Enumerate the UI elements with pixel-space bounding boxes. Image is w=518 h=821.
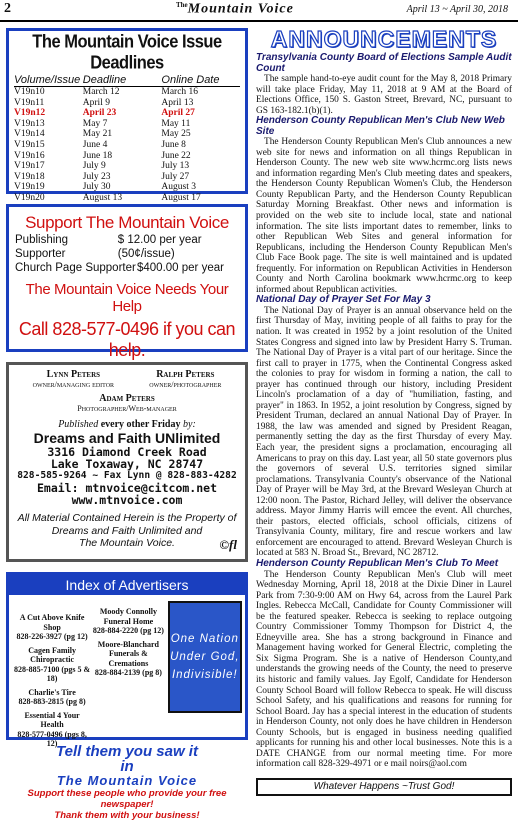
page-number: 2 xyxy=(4,1,11,16)
support-box xyxy=(6,204,248,360)
tell-line: Tell them you saw it xyxy=(56,743,198,760)
staff-role: Photographer/Web-manager xyxy=(77,404,177,413)
announcements-column xyxy=(256,26,512,770)
published-line: Published every other Friday by: xyxy=(58,419,196,430)
announcement-heading: Henderson County Republican Men's Club New Web Site xyxy=(256,115,505,137)
deadline-row: V19n15 June 4 June 8 xyxy=(14,139,186,150)
deadlines-box xyxy=(6,28,248,203)
footer-slogan: Whatever Happens ~Trust God! xyxy=(256,778,512,796)
motto-box: One Nation Under God, Indivisible! xyxy=(168,601,242,713)
support-call: Call 828-577-0496 if you can help. xyxy=(18,319,236,360)
announcement-heading: National Day of Prayer Set For May 3 xyxy=(256,294,431,306)
deadlines-header: Volume/Issue Deadline Online Date xyxy=(14,74,240,87)
advertisers-col2 xyxy=(92,607,164,753)
initials-mark: ©fl xyxy=(219,537,237,552)
staff-names xyxy=(15,369,239,389)
staff-name: Adam Peters xyxy=(99,393,155,404)
support-row: Publishing Supporter $ 12.00 per year (50¢/issue) xyxy=(15,234,202,260)
staff-third xyxy=(15,393,239,413)
announcements-list xyxy=(256,53,512,770)
advertisers-col1 xyxy=(12,613,92,753)
tell-line: Thank them with your business! xyxy=(54,810,200,821)
advertiser-entry[interactable]: Charlie's Tire 828-883-2815 (pg 8) xyxy=(18,687,86,706)
staff-role: owner/photographer xyxy=(149,380,222,389)
company-name: Dreams and Faith UNlimited xyxy=(33,430,221,446)
address-line: Lake Toxaway, NC 28747 xyxy=(50,457,204,471)
announcement-paragraph: The Henderson County Republican Men's Club announces a new web site for news and information on all things Republican in Henderson County. The new web site www.hcrmc.org lists news and information regarding Men's Club meeting dates and speakers, the Henderson County Republican Women's Club, the Henderson County Republican Party, and the Henderson County Republican Saturday Morning Breakfast. Other news and information is provided on the web site to include local, state and national information. The site lists important dates to remember, links to other Republican Web Sites and general information for Republicans, including the Henderson County Republican Men's Club Face Book page. The site is well maintained and is updated frequently. For information on Republican Activities in Henderson County and North Carolina bookmark www.hcrmc.org to keep informed about Republican activities. xyxy=(256,137,512,295)
advertiser-entry[interactable]: Cagen Family Chiropractic 828-885-7100 (pgs 5 & 18) xyxy=(13,645,91,683)
deadline-row: V19n10 March 12 March 16 xyxy=(14,87,199,97)
support-title: Support The Mountain Voice xyxy=(25,213,229,232)
page-header xyxy=(0,0,518,22)
staff-name: Ralph Peters xyxy=(156,369,215,380)
deadline-row: V19n13 May 7 May 11 xyxy=(14,118,191,129)
tell-line: in xyxy=(120,758,134,775)
announcement-article xyxy=(256,295,512,559)
address-line: 3316 Diamond Creek Road xyxy=(47,445,207,459)
support-needs: The Mountain Voice Needs Your Help xyxy=(25,281,229,315)
announcement-paragraph: The Henderson County Republican Men's Club will meet Wednesday Morning, April 18, 2018 at the Dixie Diner in Laurel Park from 7:30-9:00 AM on Hwy 64, across from the Laurel Park Ingles. Rebecca McCall, Candidate for County Commissioner will be the featured speaker. Rebecca is seeking to replace outgoing Country Commissioner Tommy Thompson for District 4, the Edneyville area. She has a strong background in Finance and Management having worked for General Electric, completing the Six Sigma Program. She is a native of Henderson County,and understands the growing needs of the County, the need to preserve its historic and family values. Jay Egolf, Candidate for Henderson County School Board will follow Rebecca to speak. He will discuss School Safety, and his qualifications and reasons for running for School Board. Jay has a special interest in the education of students in Henderson County, not only does he have children in Henderson County Schools, but is engaged in business needing qualified applicants for running his and other local businesses. Note this is a DATE CHANGE from our normal meeting time. For more information call 828-329-4971 or e mail noirs@aol.com xyxy=(256,569,512,770)
advertiser-entry[interactable]: Moody Connolly Funeral Home 828-884-2220 (pg 12) xyxy=(92,607,164,635)
deadline-row: V19n16 June 18 June 22 xyxy=(14,150,191,161)
deadline-row: V19n17 July 9 July 13 xyxy=(14,161,190,172)
announcement-article xyxy=(256,53,512,116)
staff-name: Lynn Peters xyxy=(46,369,101,380)
announcement-heading: Henderson County Republican Men's Club To Meet xyxy=(256,558,499,570)
announcements-title: ANNOUNCEMENTS xyxy=(270,26,498,52)
deadlines-rows xyxy=(14,87,240,204)
staff-role: owner/managing editor xyxy=(32,380,115,389)
tell-line: The Mountain Voice xyxy=(56,773,198,788)
announcement-heading: Transylvania County Board of Elections Sample Audit Count xyxy=(256,52,512,74)
advertisers-title: Index of Advertisers xyxy=(9,575,245,595)
announcement-paragraph: The National Day of Prayer is an annual observance held on the first Thursday of May, inviting people of all faiths to pray for the nation. It was created in 1952 by a joint resolution of the United States Congress and signed into law by President Harry S. Truman. The National Day of Prayer is a vital part of our heritage. Since the first call to prayer in 1775, when the Continental Congress asked the colonies to pray for wisdom in forming a nation, the call to prayer has continued through our history, including President Lincoln's proclamation of a day of "humiliation, fasting, and prayer" in 1863. In 1952, a joint resolution by Congress, signed by President Truman, declared an annual National Day of Prayer. In 1988, the law was amended and signed by President Reagan, permanently setting the day as the first Thursday of every May. Each year, the president signs a proclamation, encouraging all Americans to pray on this day. Last year, all 50 state governors plus the governors of several U.S. territories signed similar proclamations. Transylvania County's observance of the National Day of Prayer will be May 3rd, at the Brevard Wesleyan Church at 12:00 noon. The Pastor, Richard Jelley, will deliver the observance address. Mayor Jimmy Harris will emcee the event. All churches, their pastors, elected officials, school officials, citizens of Transylvania County, military, fire and rescue workers and law enforcement are encouraged to attend. Brevard Wesleyan Church is located at 583 N. Broad St., Brevard, NC 28712. xyxy=(256,305,512,559)
support-row: Church Page Supporter $400.00 per year xyxy=(15,262,224,274)
deadline-row: V19n12 April 23 April 27 xyxy=(14,108,195,119)
email-line[interactable]: Email: mtnvoice@citcom.net xyxy=(36,481,217,495)
deadline-row: V19n11 April 9 April 13 xyxy=(14,97,194,108)
masthead: $^{The}$Mountain Voice xyxy=(176,1,294,17)
issue-dates: April 13 ~ April 30, 2018 xyxy=(406,4,508,15)
advertiser-entry[interactable]: Moore-Blanchard Funerals & Cremations 828-884-2139 (pg 8) xyxy=(94,639,162,677)
web-link[interactable]: www.mtnvoice.com xyxy=(71,493,183,507)
deadline-row: V19n19 July 30 August 3 xyxy=(14,182,196,193)
phone-line: 828-585-9264 ~ Fax Lynn @ 828-883-4282 xyxy=(17,470,237,481)
deadline-row: V19n20 August 13 August 17 xyxy=(14,192,201,203)
announcement-paragraph: The sample hand-to-eye audit count for the May 8, 2018 Primary will take place Friday, May 11, 2018 at 9 AM at the Board of Elections Office, 150 S. Gaston Street, Brevard, NC, pursuant to GS 163-182.1(b)(1). xyxy=(256,74,512,116)
disclaimer: All Material Contained Herein is the Property of Dreams and Faith Unlimited and The Mountain Voice. xyxy=(17,512,237,549)
advertiser-entry[interactable]: A Cut Above Knife Shop 828-226-3927 (pg 12) xyxy=(16,613,88,641)
tell-them-block xyxy=(6,744,248,821)
deadline-row: V19n14 May 21 May 25 xyxy=(14,129,191,140)
deadlines-title: The Mountain Voice Issue Deadlines xyxy=(32,32,222,73)
deadline-row: V19n18 July 23 July 27 xyxy=(14,171,190,182)
advertiser-entry[interactable]: Essential 4 Your Health 828-577-0496 (pgs 8, 12) xyxy=(17,710,87,748)
announcement-article xyxy=(256,559,512,770)
advertisers-box xyxy=(6,572,248,748)
tell-line: Support these people who provide your free newspaper! xyxy=(27,788,227,810)
announcement-article xyxy=(256,116,512,295)
staff-box xyxy=(6,362,248,562)
